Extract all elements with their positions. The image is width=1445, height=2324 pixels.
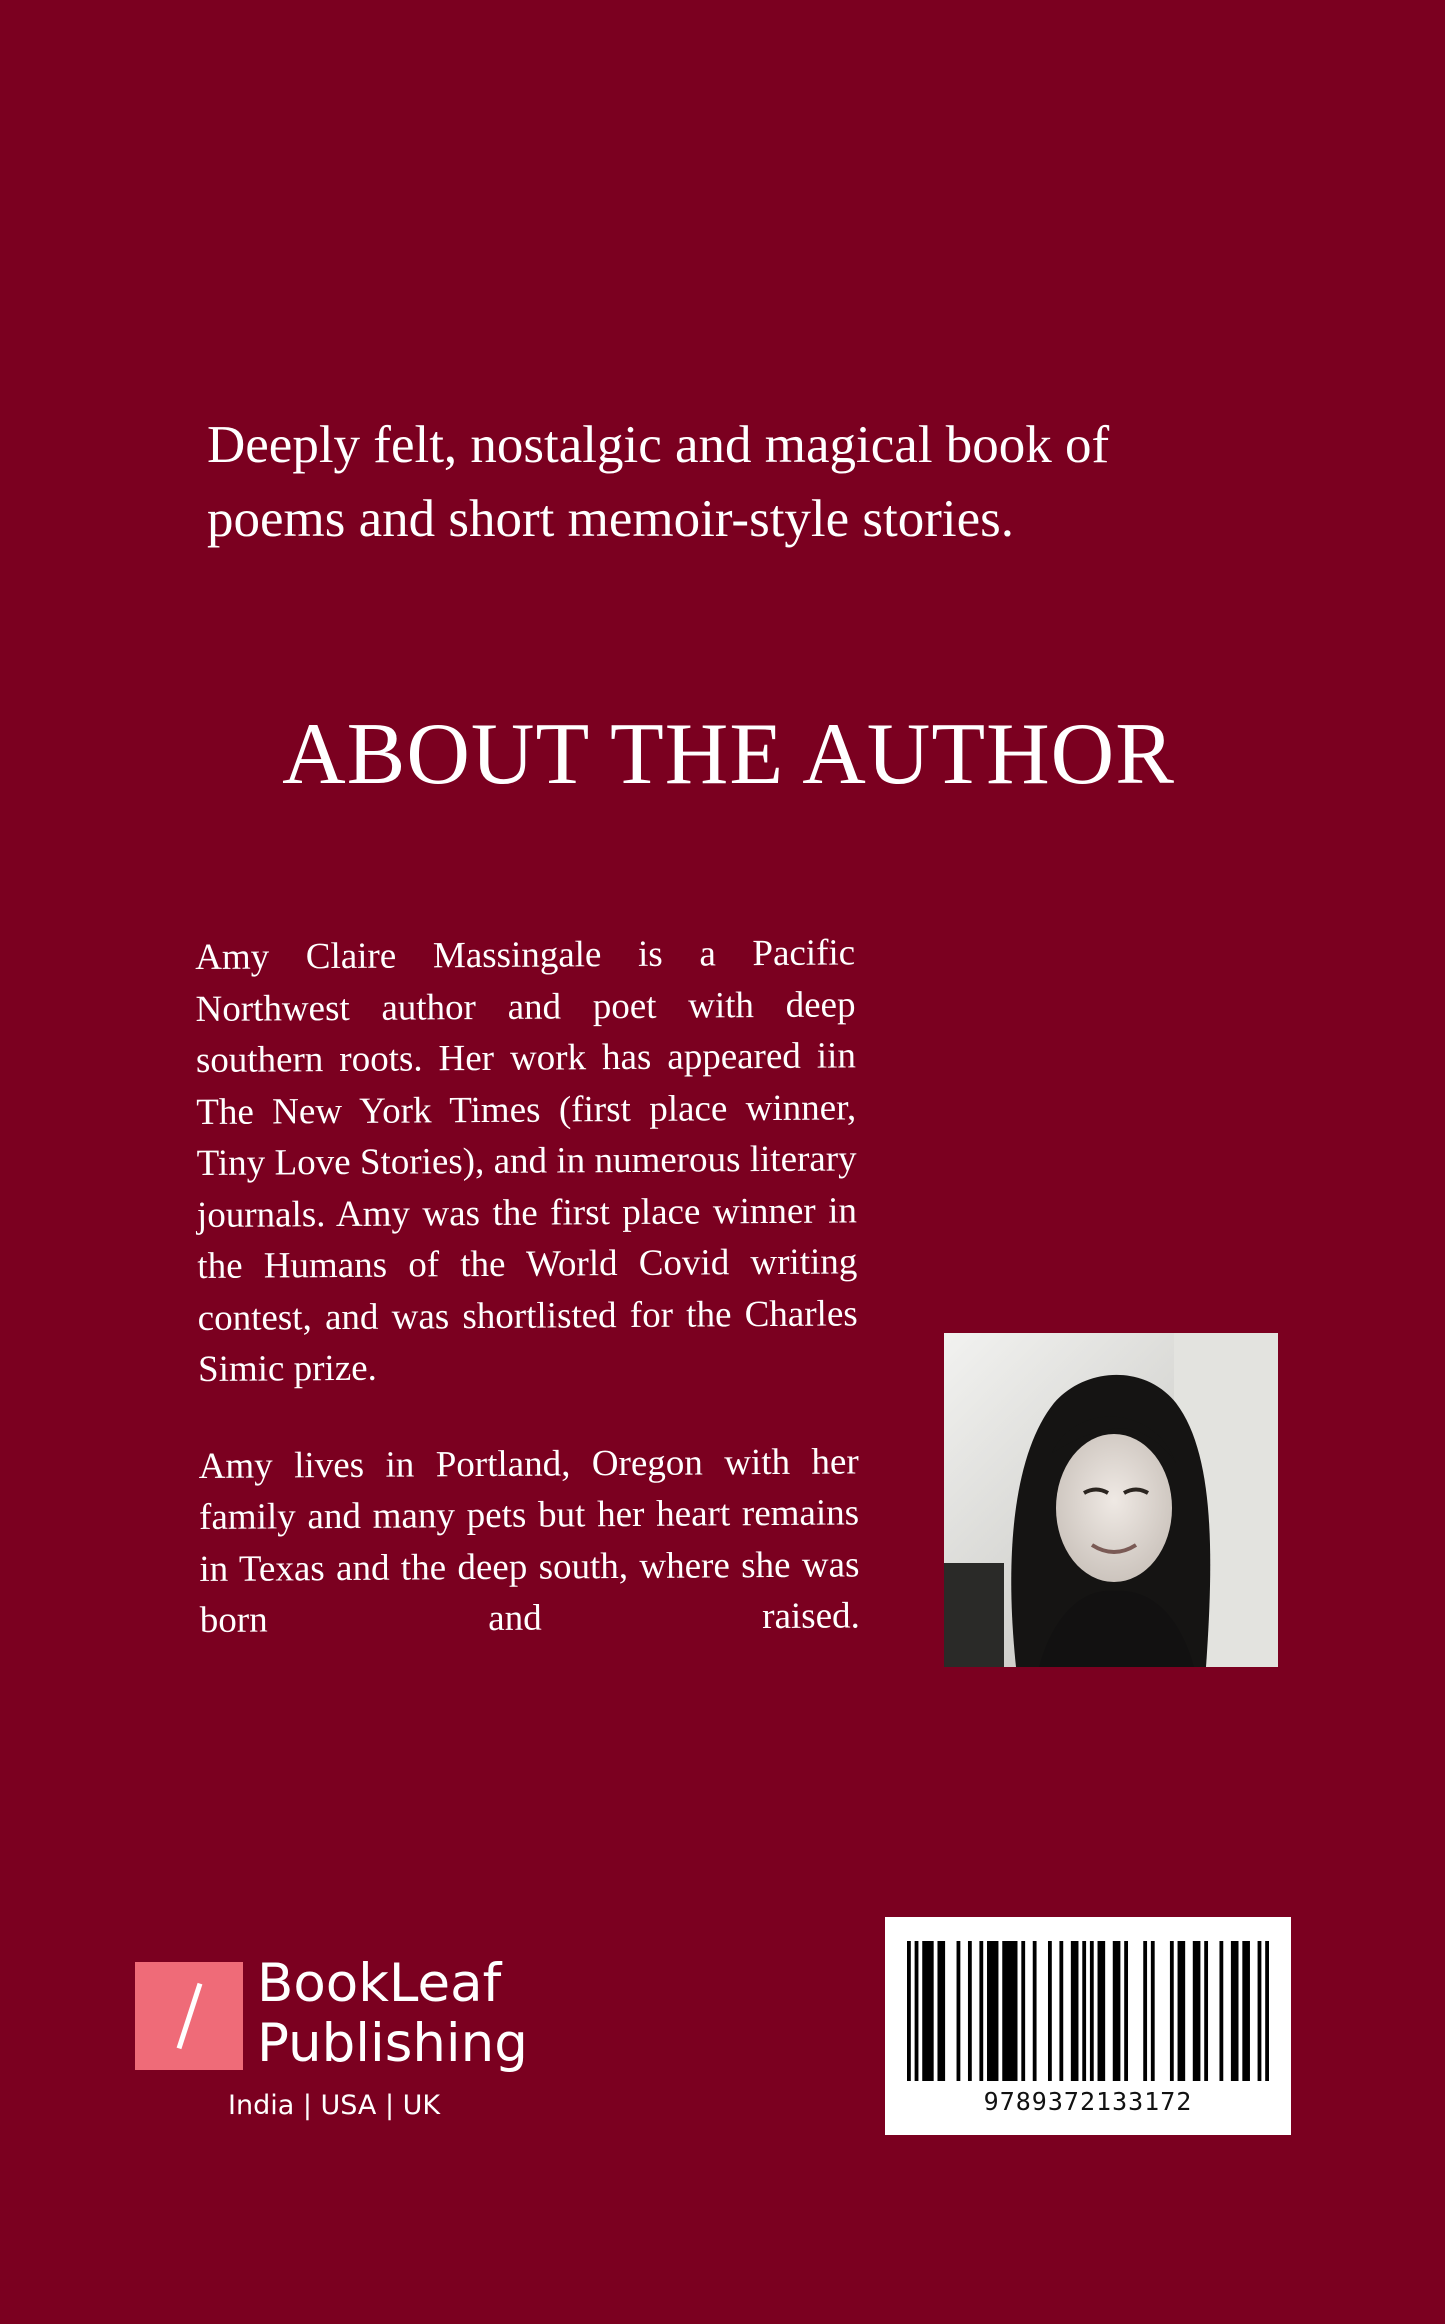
publisher-logo [135, 1953, 555, 2132]
barcode-bar-25 [1219, 1941, 1223, 2081]
barcode-bar-20 [1151, 1941, 1155, 2081]
publisher-name [257, 1954, 528, 2074]
barcode-bar-13 [1071, 1941, 1079, 2081]
bio-paragraph-1: Amy Claire Massingale is a Pacific Northwest author and poet with deep southern roots. Her work has appeared iin The New York Times (first place winner, Tiny Love Stories), and in numerous literary journals. Amy was the first place winner in the Humans of the World Covid writing contest, and was shortlisted for the Charles Simic prize. [195, 932, 858, 1390]
author-portrait-photo-icon [944, 1333, 1278, 1667]
barcode-bar-19 [1143, 1941, 1147, 2081]
barcode-bar-10 [1033, 1941, 1037, 2081]
barcode-bar-22 [1178, 1941, 1186, 2081]
barcode-bar-9 [1021, 1941, 1025, 2081]
barcode-bar-12 [1059, 1941, 1063, 2081]
barcode-bar-14 [1082, 1941, 1086, 2081]
barcode-bar-23 [1193, 1941, 1201, 2081]
barcode-bar-17 [1113, 1941, 1121, 2081]
publisher-name-line-1: BookLeaf [257, 1953, 502, 2014]
tagline-line-1: Deeply felt, nostalgic and magical book of [207, 416, 1110, 474]
isbn-barcode [885, 1917, 1291, 2135]
barcode-bar-11 [1048, 1941, 1052, 2081]
slash-mark-icon [135, 1962, 243, 2070]
barcode-bar-24 [1204, 1941, 1208, 2081]
tagline [207, 408, 1207, 556]
barcode-bar-29 [1265, 1941, 1269, 2081]
barcode-bar-1 [915, 1941, 919, 2081]
barcode-bar-27 [1242, 1941, 1250, 2081]
barcode-bar-16 [1098, 1941, 1106, 2081]
barcode-bar-3 [937, 1941, 945, 2081]
barcode-bars [907, 1941, 1269, 2081]
barcode-bar-28 [1258, 1941, 1262, 2081]
barcode-bar-6 [979, 1941, 983, 2081]
barcode-bar-8 [1002, 1941, 1017, 2081]
author-bio [195, 927, 860, 1646]
barcode-bar-5 [968, 1941, 972, 2081]
tagline-line-2: poems and short memoir-style stories. [207, 490, 1015, 548]
bio-paragraph-2: Amy lives in Portland, Oregon with her family and many pets but her heart remains in Texas and the deep south, where she was born and raised. [198, 1440, 860, 1641]
barcode-bar-26 [1231, 1941, 1239, 2081]
barcode-bar-18 [1124, 1941, 1128, 2081]
about-author-heading: ABOUT THE AUTHOR [282, 706, 1175, 803]
barcode-bar-21 [1170, 1941, 1174, 2081]
barcode-bar-7 [987, 1941, 998, 2081]
barcode-number: 9789372133172 [983, 2087, 1193, 2116]
barcode-bar-0 [907, 1941, 911, 2081]
publisher-name-line-2: Publishing [257, 2013, 528, 2074]
publisher-regions: India | USA | UK [228, 2090, 441, 2121]
barcode-bar-4 [957, 1941, 961, 2081]
barcode-bar-2 [922, 1941, 933, 2081]
author-photo [944, 1333, 1278, 1667]
barcode-bar-15 [1090, 1941, 1094, 2081]
